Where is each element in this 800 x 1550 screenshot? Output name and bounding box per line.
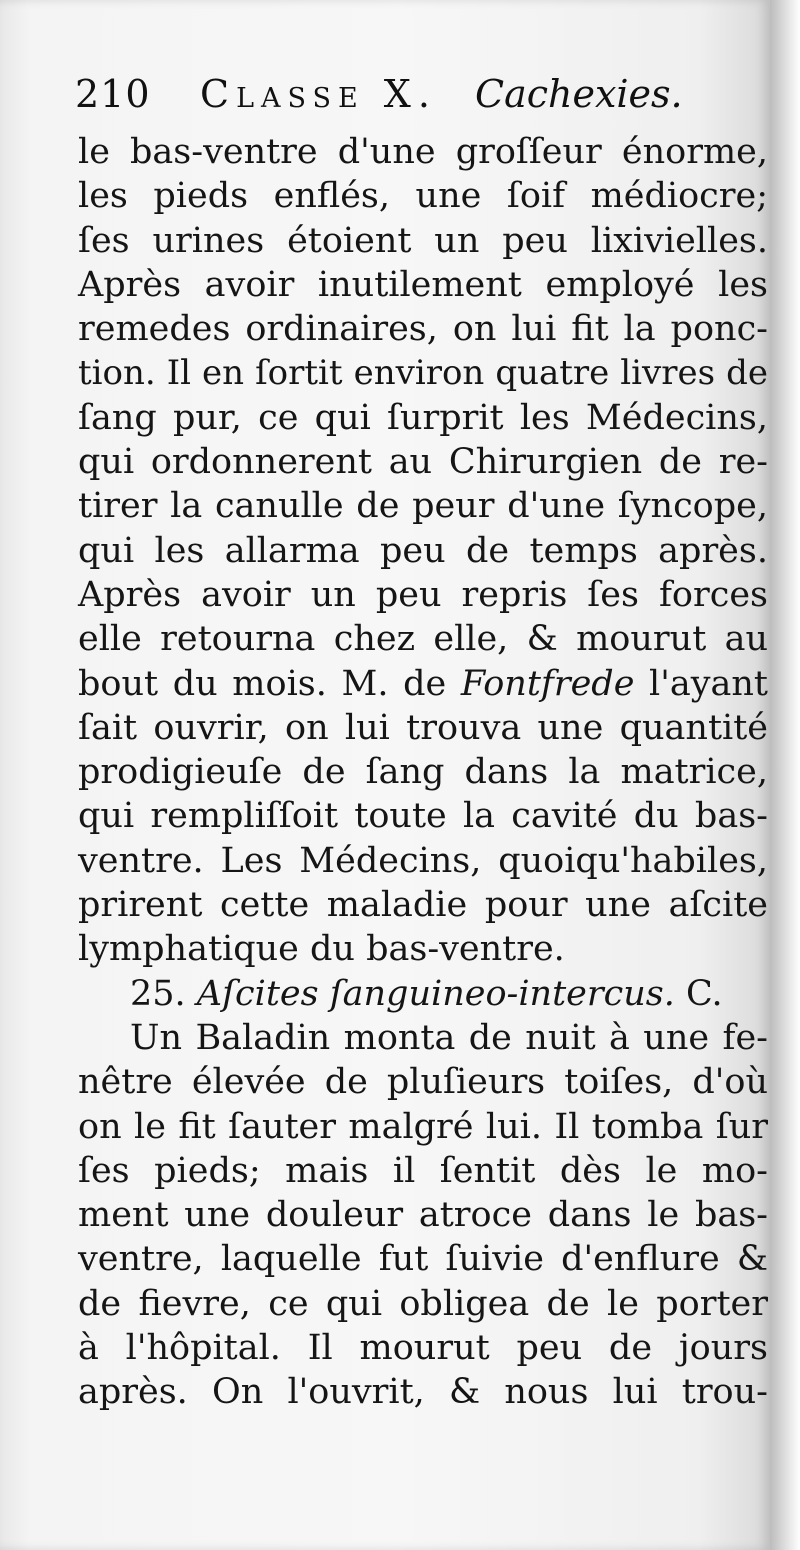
text-segment: bout du mois. M. de	[78, 663, 461, 704]
author-name: Fontfrede	[460, 663, 635, 704]
section-heading	[78, 972, 768, 1016]
text-segment: l'ayant	[634, 663, 768, 704]
text-line: tirer la canulle de peur d'une ſyncope,	[78, 486, 768, 527]
text-line: le bas-ventre d'une groſſeur énorme,	[78, 132, 768, 172]
text-line: à l'hôpital. Il mourut peu de jours	[78, 1328, 768, 1369]
text-line: remedes ordinaires, on lui fit la ponc-	[78, 309, 768, 350]
text-line: lymphatique du bas-ventre.	[78, 929, 565, 970]
text-line: on le fit ſauter malgré lui. Il tomba ſur	[78, 1106, 768, 1147]
text-line: qui rempliſſoit toute la cavité du bas-	[78, 796, 768, 837]
text-line: Après avoir un peu repris ſes forces	[78, 574, 768, 615]
text-line: Un Baladin monta de nuit à une fe-	[130, 1017, 768, 1058]
running-head-classe: Classe X.	[200, 72, 437, 116]
text-line: prodigieuſe de ſang dans la matrice,	[78, 752, 768, 793]
body-text	[78, 130, 768, 1415]
page-number: 210	[75, 72, 151, 116]
text-line: ſang pur, ce qui ſurprit les Médecins,	[78, 397, 768, 438]
page-edge-shadow	[770, 0, 800, 1550]
text-line: ment une douleur atroce dans le bas-	[78, 1195, 768, 1236]
text-line: les pieds enflés, une ſoif médiocre;	[78, 176, 768, 217]
section-title: Aſcites ſanguineo-intercus.	[196, 973, 675, 1014]
text-line: elle retourna chez elle, & mourut au	[78, 619, 768, 660]
text-line: qui les allarma peu de temps après.	[78, 530, 768, 571]
text-line: Après avoir inutilement employé les	[78, 264, 768, 305]
text-line: nêtre élevée de pluſieurs toiſes, d'où	[78, 1062, 768, 1103]
text-line: de fievre, ce qui obligea de le porter	[78, 1283, 768, 1324]
running-head-section: Cachexies.	[475, 72, 683, 116]
text-line: tion. Il en ſortit environ quatre livres de	[78, 353, 768, 394]
text-line: après. On l'ouvrit, & nous lui trou-	[78, 1372, 768, 1413]
section-suffix: C.	[674, 973, 723, 1014]
text-line: qui ordonnerent au Chirurgien de re-	[78, 442, 768, 483]
text-line: prirent cette maladie pour une aſcite	[78, 885, 768, 926]
text-line: ſes pieds; mais il ſentit dès le mo-	[78, 1150, 768, 1191]
text-line	[78, 662, 768, 706]
text-line: ſes urines étoient un peu lixivielles.	[78, 220, 768, 261]
text-line: ſait ouvrir, on lui trouva une quantité	[78, 707, 768, 748]
text-line: ventre. Les Médecins, quoiqu'habiles,	[78, 840, 768, 881]
section-number: 25.	[130, 973, 197, 1014]
text-line: ventre, laquelle fut ſuivie d'enflure &	[78, 1239, 768, 1280]
running-header	[75, 72, 695, 122]
